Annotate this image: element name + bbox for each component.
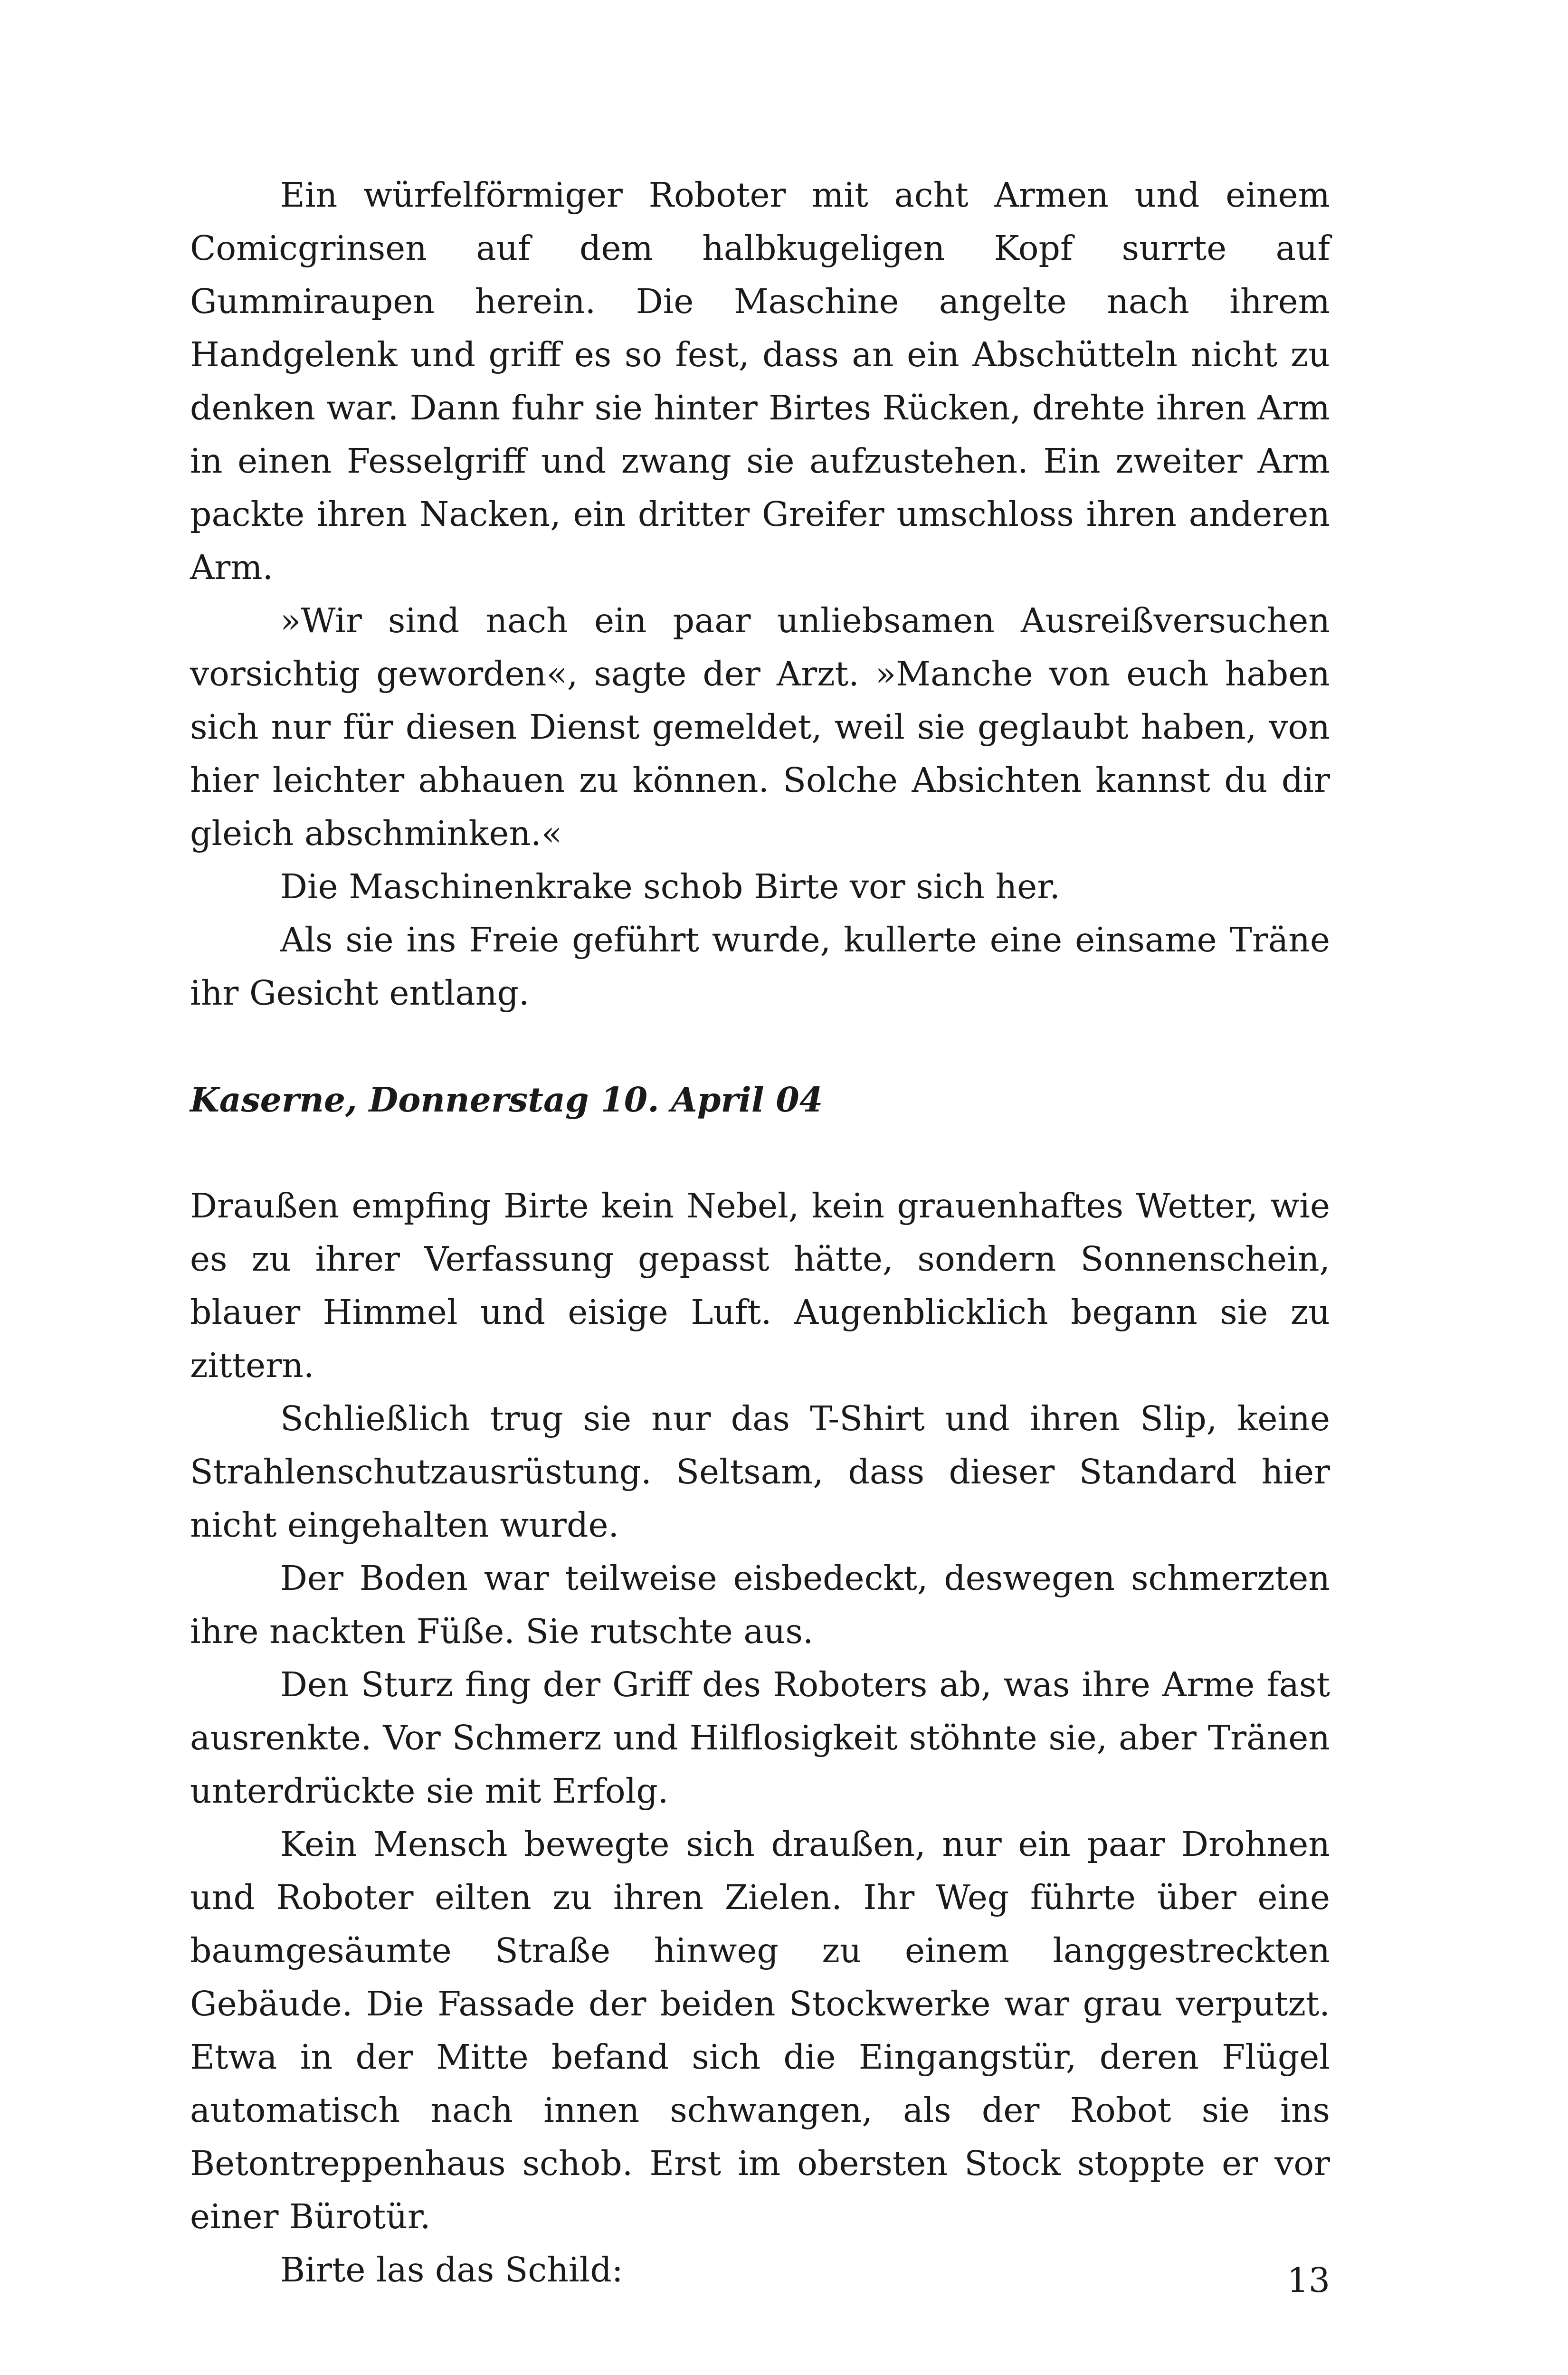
paragraph: Draußen empfing Birte kein Nebel, kein grauenhaftes Wetter, wie es zu ihrer Verfassung gepasst hätte, sondern Sonnenschein, blauer Himmel und eisige Luft. Augenblicklich begann sie zu zittern. [190,1186,1330,1385]
section-heading: Kaserne, Donnerstag 10. April 04 [190,1080,823,1120]
paragraph: Die Maschinenkrake schob Birte vor sich her. [280,867,1060,906]
paragraph: Schließlich trug sie nur das T-Shirt und ihren Slip, keine Strahlenschutzausrüstung. Seltsam, dass dieser Standard hier nicht eingehalten wurde. [190,1399,1330,1545]
paragraph: Birte las das Schild: [280,2250,623,2290]
page-number: 13 [1287,2261,1330,2300]
paragraph: Den Sturz fing der Griff des Roboters ab, was ihre Arme fast ausrenkte. Vor Schmerz und Hilflosigkeit stöhnte sie, aber Tränen unterdrückte sie mit Erfolg. [190,1665,1330,1811]
paragraph: »Wir sind nach ein paar unliebsamen Ausreißversuchen vorsichtig geworden«, sagte der Arzt. »Manche von euch haben sich nur für diesen Dienst gemeldet, weil sie geglaubt haben, von hier leichter abhauen zu können. Solche Absichten kannst du dir gleich abschminken.« [190,601,1330,853]
paragraph: Kein Mensch bewegte sich draußen, nur ein paar Drohnen und Roboter eilten zu ihren Zielen. Ihr Weg führte über eine baumgesäumte Straße hinweg zu einem langgestreckten Gebäude. Die Fassade der beiden Stockwerke war grau verputzt. Etwa in der Mitte befand sich die Eingangstür, deren Flügel automatisch nach innen schwangen, als der Robot sie ins Betontreppenhaus schob. Erst im obersten Stock stoppte er vor einer Bürotür. [190,1824,1330,2236]
paragraph: Der Boden war teilweise eisbedeckt, deswegen schmerzten ihre nackten Füße. Sie rutschte aus. [190,1558,1330,1651]
paragraph: Ein würfelförmiger Roboter mit acht Armen und einem Comicgrinsen auf dem halbkugeligen Kopf surrte auf Gummiraupen herein. Die Maschine angelte nach ihrem Handgelenk und griff es so fest, dass an ein Abschütteln nicht zu denken war. Dann fuhr sie hinter Birtes Rücken, drehte ihren Arm in einen Fesselgriff und zwang sie aufzustehen. Ein zweiter Arm packte ihren Nacken, ein dritter Greifer umschloss ihren anderen Arm. [190,175,1330,587]
paragraph: Als sie ins Freie geführt wurde, kullerte eine einsame Träne ihr Gesicht entlang. [190,920,1330,1013]
body-text [190,169,1330,2297]
